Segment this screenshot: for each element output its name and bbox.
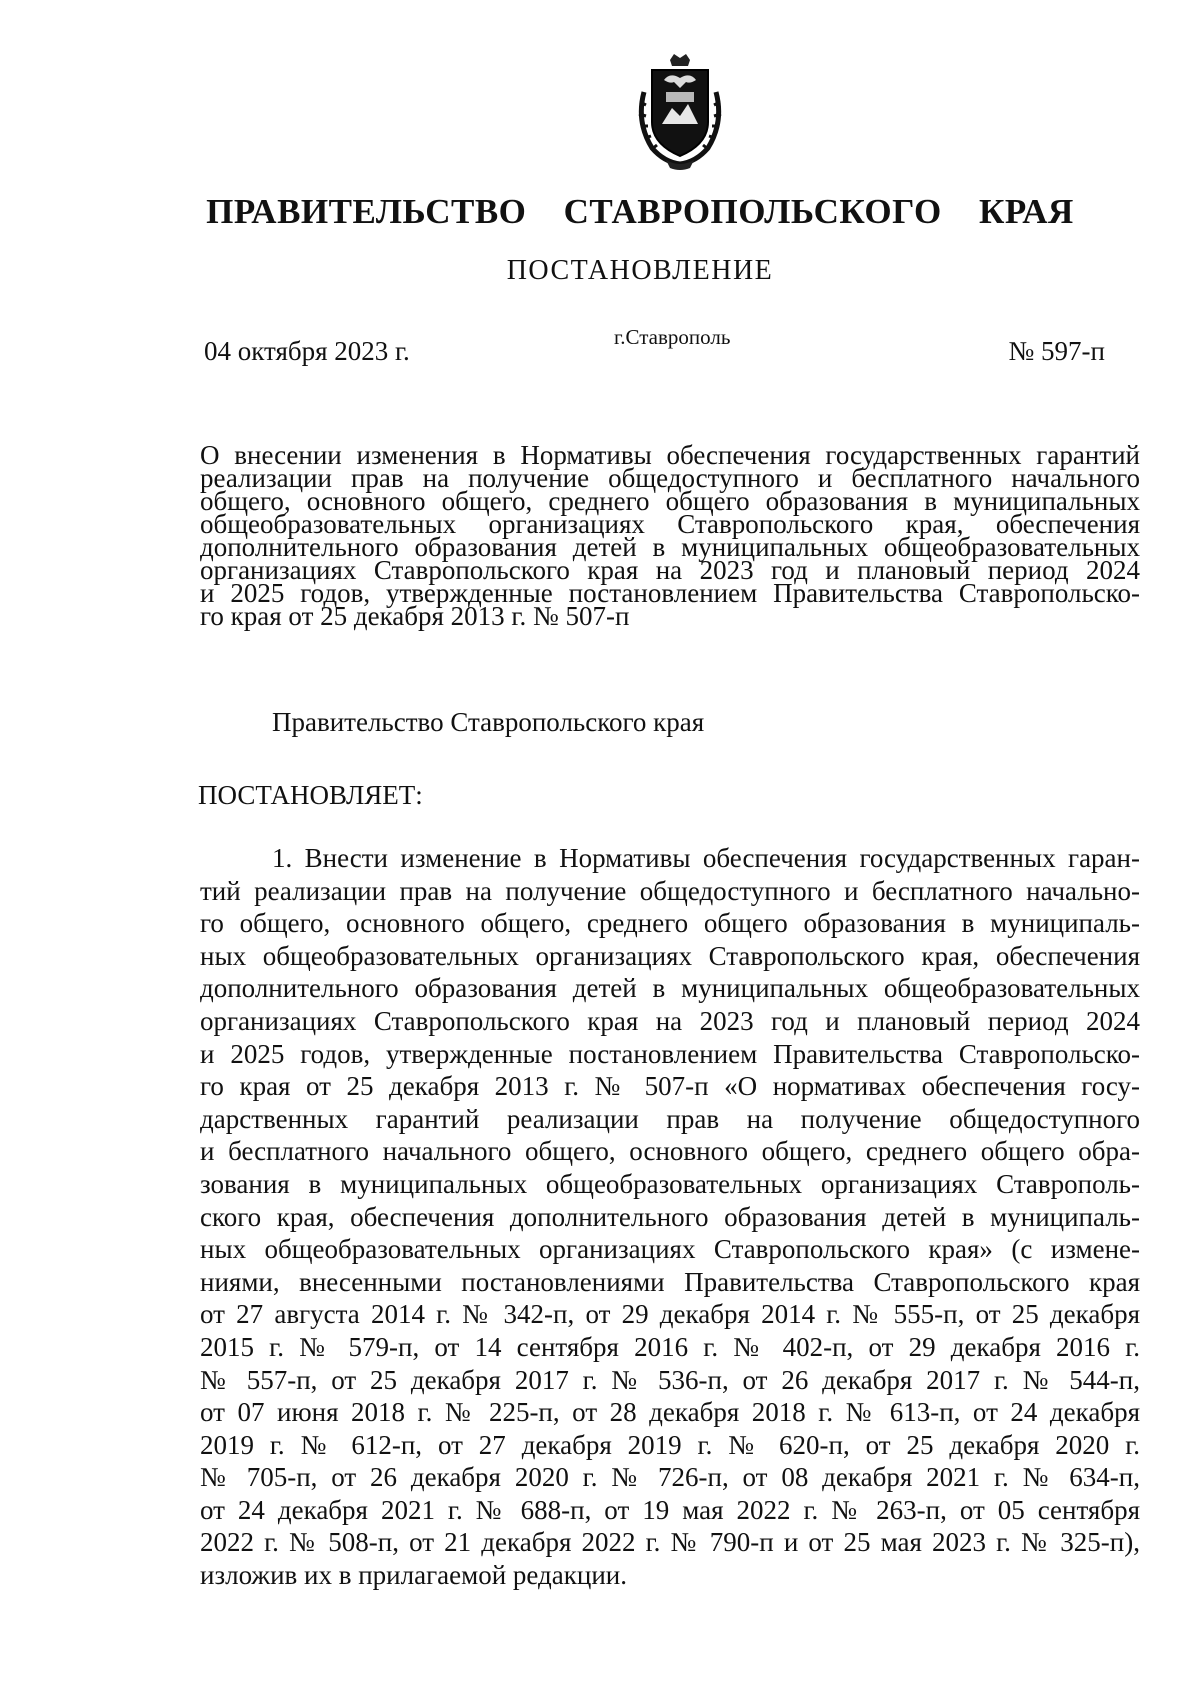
paragraph-point-1 [200,842,1140,1592]
subject-line: и 2025 годов, утвержденные постановлением Правительства Ставропольско- [200,578,1140,608]
paragraph-line: 2015 г. № 579-п, от 14 сентября 2016 г. № 402-п, от 29 декабря 2016 г. [200,1331,1140,1362]
paragraph-line: от 27 августа 2014 г. № 342-п, от 29 декабря 2014 г. № 555-п, от 25 декабря [200,1299,1140,1330]
document-subject [200,440,1140,631]
paragraph-line: от 07 июня 2018 г. № 225-п, от 28 декабря 2018 г. № 613-п, от 24 декабря [200,1397,1140,1428]
document-type: ПОСТАНОВЛЕНИЕ [506,255,774,286]
subject-line: организациях Ставропольского края на 2023 год и плановый период 2024 [200,555,1140,585]
paragraph-line: дополнительного образования детей в муниципальных общеобразовательных [200,973,1140,1004]
subject-line: О внесении изменения в Нормативы обеспечения государственных гарантий [200,440,1140,470]
subject-line: го края от 25 декабря 2013 г. № 507-п [200,601,630,631]
paragraph-line: № 557-п, от 25 декабря 2017 г. № 536-п, от 26 декабря 2017 г. № 544-п, [200,1364,1140,1395]
paragraph-line: изложив их в прилагаемой редакции. [200,1560,627,1591]
paragraph-line: ных общеобразовательных организациях Ставропольского края, обеспечения [200,940,1140,971]
preamble: Правительство Ставропольского края [272,707,705,737]
paragraph-line: и 2025 годов, утвержденные постановлением Правительства Ставропольско- [200,1038,1140,1069]
document-date: 04 октября 2023 г. [204,336,410,366]
paragraph-line: 2019 г. № 612-п, от 27 декабря 2019 г. № 620-п, от 25 декабря 2020 г. [200,1429,1140,1460]
paragraph-line: 2022 г. № 508-п, от 21 декабря 2022 г. № 790-п и от 25 мая 2023 г. № 325-п), [200,1527,1140,1558]
paragraph-line: тий реализации прав на получение общедоступного и бесплатного начально- [200,875,1140,906]
paragraph-line: от 24 декабря 2021 г. № 688-п, от 19 мая 2022 г. № 263-п, от 05 сентября [200,1494,1140,1525]
organization-title: ПРАВИТЕЛЬСТВО СТАВРОПОЛЬСКОГО КРАЯ [206,192,1074,231]
document-city: г.Ставрополь [614,325,731,349]
paragraph-line: № 705-п, от 26 декабря 2020 г. № 726-п, от 08 декабря 2021 г. № 634-п, [200,1462,1140,1493]
paragraph-line: 1. Внести изменение в Нормативы обеспечения государственных гаран- [272,843,1140,873]
paragraph-line: го общего, основного общего, среднего общего образования в муниципаль- [200,908,1140,939]
paragraph-line: ского края, обеспечения дополнительного образования детей в муниципаль- [200,1201,1140,1232]
coat-of-arms-icon [630,52,730,170]
document-number: № 597-п [1008,336,1105,366]
paragraph-line: ниями, внесенными постановлениями Правительства Ставропольского края [200,1266,1140,1297]
paragraph-line: зования в муниципальных общеобразовательных организациях Ставрополь- [200,1168,1140,1199]
subject-line: общеобразовательных организациях Ставропольского края, обеспечения [200,509,1140,539]
subject-line: дополнительного образования детей в муниципальных общеобразовательных [200,532,1140,562]
subject-line: реализации прав на получение общедоступного и бесплатного начального [200,463,1140,493]
paragraph-line: го края от 25 декабря 2013 г. № 507-п «О нормативах обеспечения госу- [200,1071,1140,1102]
subject-line: общего, основного общего, среднего общего образования в муниципальных [200,486,1140,516]
resolves-heading: ПОСТАНОВЛЯЕТ: [198,780,423,810]
paragraph-line: и бесплатного начального общего, основного общего, среднего общего обра- [200,1136,1140,1167]
paragraph-line: организациях Ставропольского края на 2023 год и плановый период 2024 [200,1005,1140,1036]
paragraph-line: ных общеобразовательных организациях Ставропольского края» (с измене- [200,1234,1140,1265]
paragraph-line: дарственных гарантий реализации прав на получение общедоступного [200,1103,1140,1134]
